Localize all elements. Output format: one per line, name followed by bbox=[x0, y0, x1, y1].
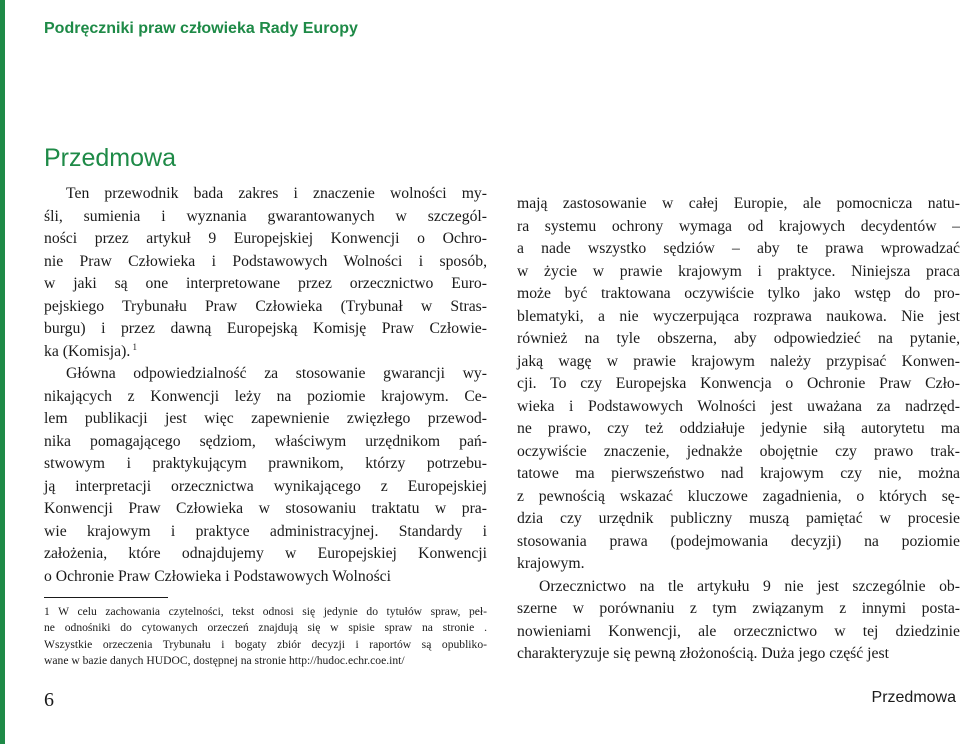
accent-bar bbox=[0, 0, 5, 744]
text-line: o Ochronie Praw Człowieka i Podstawowych Wolności bbox=[44, 567, 392, 585]
text-line: lem publikacji jest więc zapewnienie zwięzłego przewod- bbox=[44, 410, 487, 427]
text-line: burgu) i przez dawną Europejską Komisję Praw Człowie- bbox=[44, 320, 487, 337]
text-line: wie krajowym i praktyce administracyjnej. Standardy i bbox=[44, 522, 487, 540]
text-line: również na tyle obszerna, aby odpowiedzieć na pytanie, bbox=[517, 330, 960, 347]
running-footer-section: Przedmowa bbox=[871, 689, 956, 706]
footnote bbox=[44, 604, 487, 669]
text-line: ne prawo, czy też oddziałuje jedynie siłą autorytetu ma bbox=[517, 420, 960, 437]
text-line: ra systemu ochrony wymaga od krajowych decydentów – bbox=[517, 217, 960, 235]
text-line: ją interpretacji orzecznictwa wynikającego z Europejskiej bbox=[44, 477, 487, 495]
text-line: nowieniami Konwencji, ale orzecznictwo w tej dziedzinie bbox=[517, 622, 960, 640]
text-line: mają zastosowanie w całej Europie, ale pomocnicza natu- bbox=[517, 195, 960, 212]
text-line: śli, sumienia i wyznania gwarantowanych w szczegól- bbox=[44, 207, 487, 225]
text-line: szerne w porównaniu z tym związanym z innymi posta- bbox=[517, 600, 960, 617]
text-line: w jaki są one interpretowane przez orzecznictwo Euro- bbox=[44, 275, 487, 292]
text-line: Konwencji Praw Człowieka w stosowaniu traktatu w pra- bbox=[44, 500, 487, 517]
text-line: a nade wszystko sędziów – aby te prawa wprowadzać bbox=[517, 240, 960, 257]
paragraph-intro bbox=[44, 183, 487, 363]
text-line: ności przez artykuł 9 Europejskiej Konwencji o Ochro- bbox=[44, 230, 487, 247]
text-line: nika pomagającego sędziom, właściwym urzędnikom pań- bbox=[44, 432, 487, 450]
text-line: ne odnośniki do cytowanych orzeczeń znajdują się w spisie spraw na stronie . bbox=[44, 621, 487, 635]
text-line: blematyki, a nie wyczerpująca rozprawa naukowa. Nie jest bbox=[517, 307, 960, 325]
text-line: cji. To czy Europejska Konwencja o Ochronie Praw Czło- bbox=[517, 375, 960, 392]
left-column bbox=[44, 183, 487, 588]
right-column bbox=[517, 193, 960, 666]
text-line: stwowym i praktykującym prawnikom, którzy potrzebu- bbox=[44, 455, 487, 472]
text-line: Ten przewodnik bada zakres i znaczenie wolności my- bbox=[66, 185, 487, 202]
text-line: pejskiego Trybunału Praw Człowieka (Trybunał w Stras- bbox=[44, 297, 487, 315]
text-line: oczywiście znaczenie, jednakże obojętnie czy prawo trak- bbox=[517, 442, 960, 460]
page-title: Przedmowa bbox=[44, 144, 176, 172]
text-line: jaką wagę w prawie krajowym należy przypisać Konwen- bbox=[517, 352, 960, 370]
text-line: tatowe ma pierwszeństwo nad krajowym czy nie, można bbox=[517, 465, 960, 482]
text-line: stosowania prawa (podejmowania decyzji) na poziomie bbox=[517, 532, 960, 550]
text-line: ka (Komisja). $^1$ bbox=[44, 341, 138, 360]
text-line: wane w bazie danych HUDOC, dostępnej na stronie http://hudoc.echr.coe.int/ bbox=[44, 653, 405, 667]
footnote-divider bbox=[44, 597, 168, 598]
paragraph-case-law bbox=[517, 576, 960, 666]
text-line: charakteryzuje się pewną złożonością. Duża jego część jest bbox=[517, 645, 889, 662]
text-line: Wszystkie orzeczenia Trybunału i bogaty zbiór decyzji i raportów są opubliko- bbox=[44, 637, 487, 651]
text-line: 1 W celu zachowania czytelności, tekst odnosi się jedynie do tytułów spraw, peł- bbox=[44, 605, 487, 618]
text-line: nie Praw Człowieka i Podstawowych Wolności i sposób, bbox=[44, 252, 487, 270]
footnote-reference[interactable]: 1 bbox=[130, 341, 138, 352]
text-line: może być traktowana oczywiście tylko jako wstęp do pro- bbox=[517, 285, 960, 302]
text-line: w życie w prawie krajowym i praktyce. Niniejsza praca bbox=[517, 262, 960, 280]
text-line: nikających z Konwencji leży na poziomie krajowym. Ce- bbox=[44, 387, 487, 405]
paragraph-responsibility bbox=[44, 363, 487, 588]
text-line: założenia, które odnajdujemy w Europejskiej Konwencji bbox=[44, 545, 487, 562]
text-line: Główna odpowiedzialność za stosowanie gwarancji wy- bbox=[66, 365, 487, 382]
paragraph-application bbox=[517, 193, 960, 576]
text-line: Orzecznictwo na tle artykułu 9 nie jest szczególnie ob- bbox=[539, 577, 960, 595]
text-line: krajowym. bbox=[517, 555, 585, 572]
text-line: z pewnością wskazać kluczowe zagadnienia, o których sę- bbox=[517, 487, 960, 505]
page-number: 6 bbox=[44, 689, 54, 711]
book-series-header: Podręczniki praw człowieka Rady Europy bbox=[44, 20, 358, 37]
text-line: dzia czy urzędnik publiczny muszą pamiętać w procesie bbox=[517, 510, 960, 527]
text-line: wieka i Podstawowych Wolności jest uważana za nadrzęd- bbox=[517, 397, 960, 415]
